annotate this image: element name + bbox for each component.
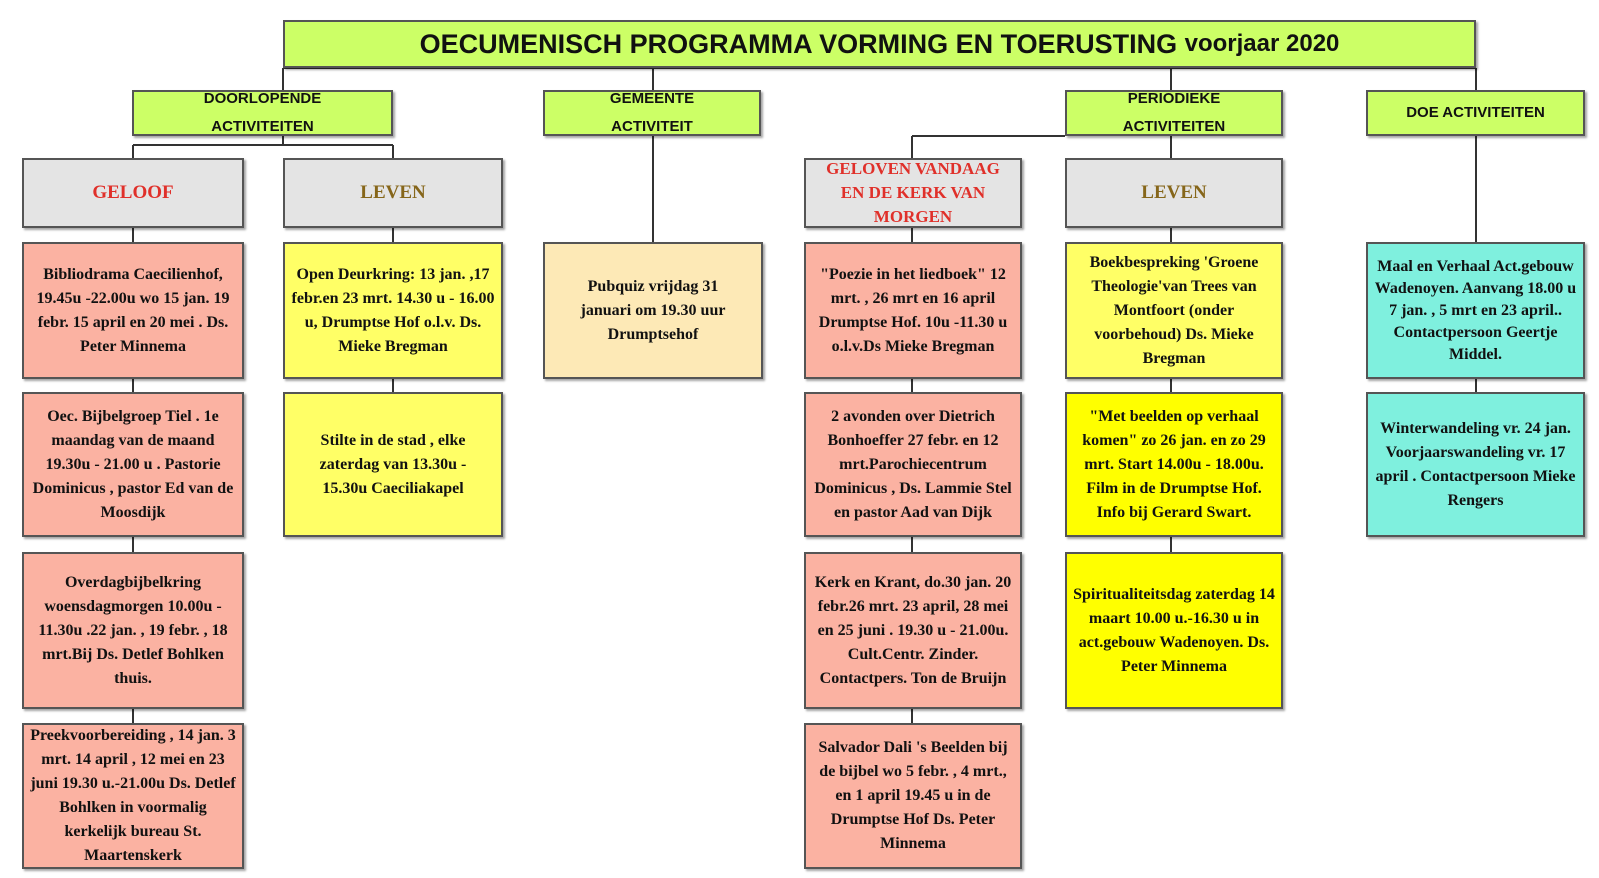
activity-pubquiz: Pubquiz vrijdag 31 januari om 19.30 uur Drumptsehof: [543, 242, 763, 379]
header-periodieke: PERIODIEKE ACTIVITEITEN: [1065, 90, 1283, 136]
activity-poezie-liedboek: "Poezie in het liedboek" 12 mrt. , 26 mrt en 16 april Drumptse Hof. 10u -11.30 u o.l.v.Ds Mieke Bregman: [804, 242, 1022, 379]
activity-boekbespreking: Boekbespreking 'Groene Theologie'van Trees van Montfoort (onder voorbehoud) Ds. Mieke Bregman: [1065, 242, 1283, 379]
category-geloven-vandaag: GELOVEN VANDAAG EN DE KERK VAN MORGEN: [804, 158, 1022, 228]
category-geloof: GELOOF: [22, 158, 244, 228]
activity-kerk-en-krant: Kerk en Krant, do.30 jan. 20 febr.26 mrt. 23 april, 28 mei en 25 juni . 19.30 u - 21.00u. Cult.Centr. Zinder. Contactpers. Ton de Bruijn: [804, 552, 1022, 709]
activity-maal-en-verhaal: Maal en Verhaal Act.gebouw Wadenoyen. Aanvang 18.00 u 7 jan. , 5 mrt en 23 april.. Contactpersoon Geertje Middel.: [1366, 242, 1585, 379]
activity-wandelingen: Winterwandeling vr. 24 jan. Voorjaarswandeling vr. 17 april . Contactpersoon Mieke Rengers: [1366, 392, 1585, 537]
activity-bibliodrama: Bibliodrama Caecilienhof, 19.45u -22.00u wo 15 jan. 19 febr. 15 april en 20 mei . Ds. Peter Minnema: [22, 242, 244, 379]
activity-met-beelden: "Met beelden op verhaal komen" zo 26 jan. en zo 29 mrt. Start 14.00u - 18.00u. Film in de Drumptse Hof. Info bij Gerard Swart.: [1065, 392, 1283, 537]
header-doorlopende: DOORLOPENDE ACTIVITEITEN: [132, 90, 393, 136]
activity-overdagbijbelkring: Overdagbijbelkring woensdagmorgen 10.00u - 11.30u .22 jan. , 19 febr. , 18 mrt.Bij Ds. Detlef Bohlken thuis.: [22, 552, 244, 709]
header-gemeente: GEMEENTE ACTIVITEIT: [543, 90, 761, 136]
category-leven-periodiek: LEVEN: [1065, 158, 1283, 228]
title-suffix: voorjaar 2020: [1184, 30, 1340, 57]
activity-preekvoorbereiding: Preekvoorbereiding , 14 jan. 3 mrt. 14 april , 12 mei en 23 juni 19.30 u.-21.00u Ds. Detlef Bohlken in voormalig kerkelijk bureau St. Maartenskerk: [22, 723, 244, 869]
activity-salvador-dali: Salvador Dali 's Beelden bij de bijbel wo 5 febr. , 4 mrt., en 1 april 19.45 u in de Drumptse Hof Ds. Peter Minnema: [804, 723, 1022, 869]
activity-stilte-in-de-stad: Stilte in de stad , elke zaterdag van 13.30u - 15.30u Caeciliakapel: [283, 392, 503, 537]
activity-bonhoeffer: 2 avonden over Dietrich Bonhoeffer 27 febr. en 12 mrt.Parochiecentrum Dominicus , Ds. Lammie Stel en pastor Aad van Dijk: [804, 392, 1022, 537]
title-main: OECUMENISCH PROGRAMMA VORMING EN TOERUSTING: [419, 29, 1178, 59]
header-doe: DOE ACTIVITEITEN: [1366, 90, 1585, 136]
activity-spiritualiteitsdag: Spiritualiteitsdag zaterdag 14 maart 10.00 u.-16.30 u in act.gebouw Wadenoyen. Ds. Peter Minnema: [1065, 552, 1283, 709]
activity-oec-bijbelgroep: Oec. Bijbelgroep Tiel . 1e maandag van de maand 19.30u - 21.00 u . Pastorie Dominicus , pastor Ed van de Moosdijk: [22, 392, 244, 537]
page-title: [283, 20, 1476, 68]
activity-open-deurkring: Open Deurkring: 13 jan. ,17 febr.en 23 mrt. 14.30 u - 16.00 u, Drumptse Hof o.l.v. Ds. Mieke Bregman: [283, 242, 503, 379]
category-leven-doorlopend: LEVEN: [283, 158, 503, 228]
